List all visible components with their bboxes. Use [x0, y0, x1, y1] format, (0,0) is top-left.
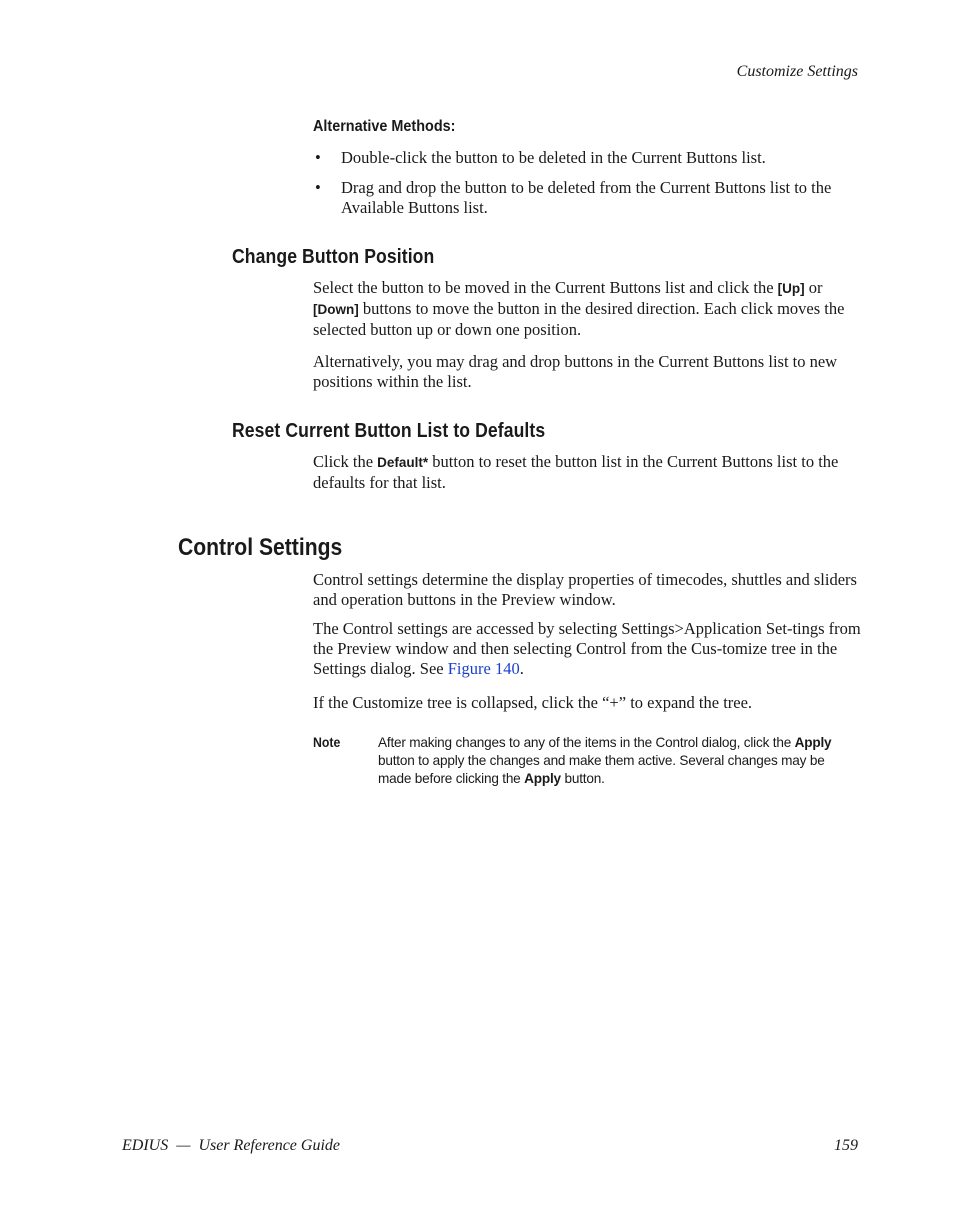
note-label: Note — [313, 734, 341, 750]
down-button-label: [Down] — [313, 302, 359, 317]
running-header: Customize Settings — [736, 63, 858, 80]
bullet-icon: • — [315, 178, 321, 197]
control-settings-paragraph-2 — [313, 619, 861, 679]
bullet-text: Double-click the button to be deleted in the Current Buttons list. — [341, 148, 766, 167]
control-settings-heading: Control Settings — [178, 534, 343, 561]
page-number: 159 — [834, 1137, 858, 1154]
change-position-paragraph-2: Alternatively, you may drag and drop buttons in the Current Buttons list to new positions within the list. — [313, 352, 838, 391]
footer-guide-title: EDIUS — User Reference Guide — [122, 1137, 341, 1154]
alternative-methods-heading: Alternative Methods: — [313, 118, 456, 135]
up-button-label: [Up] — [777, 281, 805, 296]
default-button-label: Default* — [377, 455, 429, 470]
note-text — [378, 734, 848, 788]
control-settings-paragraph-3: If the Customize tree is collapsed, click the “+” to expand the tree. — [313, 693, 753, 712]
alternative-methods-list — [313, 148, 861, 228]
note-text-part: After making changes to any of the items in the Control dialog, click the — [378, 735, 792, 750]
paragraph-text: The Control settings are accessed by selecting Settings>Application Set-tings from the Preview window and then selecting Control from the Cus-tomize tree in the Settings dialog. See — [313, 619, 861, 678]
paragraph-text: or — [808, 278, 823, 297]
list-item — [313, 148, 861, 168]
paragraph-text: Click the — [313, 452, 374, 471]
figure-140-link[interactable]: Figure 140 — [447, 659, 520, 678]
paragraph-text: buttons to move the button in the desired direction. Each click moves the selected button up or down one position. — [313, 299, 845, 339]
paragraph-text: button to reset the button list in the Current Buttons list to the defaults for that list. — [313, 452, 839, 492]
change-button-position-heading: Change Button Position — [232, 246, 435, 268]
note-text-part: button to apply the changes and make them active. Several changes may be made before clicking the — [378, 753, 825, 786]
paragraph-text: Select the button to be moved in the Current Buttons list and click the — [313, 278, 774, 297]
reset-defaults-paragraph — [313, 452, 861, 493]
reset-defaults-heading: Reset Current Button List to Defaults — [232, 420, 546, 442]
apply-button-label: Apply — [524, 771, 561, 786]
change-position-paragraph-1 — [313, 278, 861, 340]
list-item — [313, 178, 861, 218]
apply-button-label: Apply — [794, 735, 832, 750]
bullet-icon: • — [315, 148, 321, 167]
paragraph-text: . — [519, 659, 524, 678]
control-settings-paragraph-1: Control settings determine the display properties of timecodes, shuttles and sliders and operation buttons in the Preview window. — [313, 570, 857, 609]
bullet-text: Drag and drop the button to be deleted from the Current Buttons list to the Available Buttons list. — [341, 178, 832, 217]
note-text-part: button. — [564, 771, 605, 786]
